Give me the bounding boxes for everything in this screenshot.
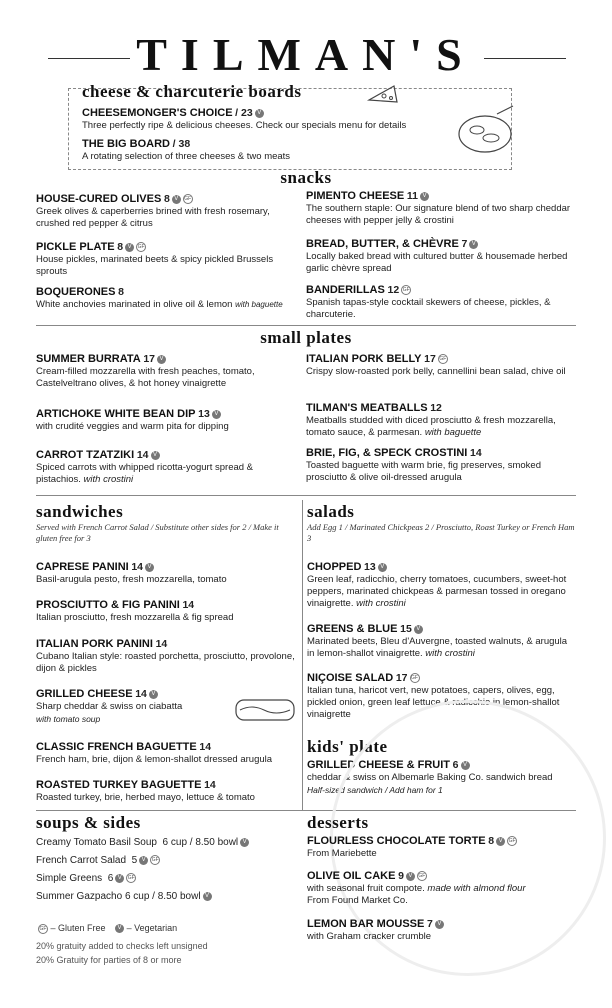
gluten-free-icon: GF [418, 873, 426, 880]
vegetarian-icon: V [406, 872, 415, 881]
side-simple-greens [36, 873, 298, 885]
item-note: with tomato soup [36, 714, 101, 724]
snack-pimento [306, 190, 576, 227]
board-item-cheesemonger: CHEESEMONGER'S CHOICE / 23 V Three perfectly ripe & delicious cheeses. Check our specials menu for details [82, 107, 462, 132]
kids-heading: kids' plate [307, 737, 388, 756]
item-desc: Crispy slow-roasted pork belly, cannellini bean salad, chive oil [306, 366, 566, 377]
item-desc: Basil-arugula pesto, fresh mozzarella, tomato [36, 574, 227, 585]
item-price: 17 [424, 353, 436, 365]
vegetarian-icon: V [469, 240, 478, 249]
item-name: GRILLED CHEESE & FRUIT [307, 759, 451, 771]
item-price: 14 [199, 741, 212, 753]
vegetarian-icon: V [420, 192, 429, 201]
item-desc: House pickles, marinated beets & spicy pickled Brussels sprouts [36, 254, 274, 277]
gratuity-note-1: 20% gratuity added to checks left unsigned [36, 941, 208, 951]
item-price: 6 [452, 759, 459, 771]
vegetarian-icon: V [145, 563, 154, 572]
legend [36, 923, 177, 934]
item-name: OLIVE OIL CAKE [307, 870, 396, 882]
item-desc: Spiced carrots with whipped ricotta-yogurt spread & pistachios. [36, 462, 254, 485]
item-price: 14 [470, 447, 482, 459]
item-desc: Marinated beets, Bleu d'Auvergne, toasted walnuts, & arugula in lemon-shallot vinaigrette. [307, 636, 568, 659]
item-name: ITALIAN PORK PANINI [36, 638, 153, 650]
item-price: 9 [398, 870, 404, 882]
item-price: 5 [131, 855, 138, 866]
plate-artichoke-dip [36, 408, 298, 433]
item-name: TILMAN'S MEATBALLS [306, 402, 428, 414]
gluten-free-icon: GF [402, 287, 410, 294]
dessert-olive-oil-cake [307, 870, 587, 907]
item-name: Creamy Tomato Basil Soup [36, 837, 157, 848]
sandwiches-heading: sandwiches [36, 502, 124, 521]
sandwich-prosciutto-fig [36, 599, 298, 624]
item-note: Half-sized sandwich / Add ham for 1 [307, 785, 443, 795]
plate-pork-belly [306, 353, 576, 378]
gluten-free-icon: GF [151, 857, 159, 864]
vegetarian-icon: V [435, 920, 444, 929]
item-name: CARROT TZATZIKI [36, 449, 135, 461]
item-name: PICKLE PLATE [36, 241, 115, 253]
item-price: 7 [426, 918, 433, 930]
item-name: Summer Gazpacho [36, 891, 123, 902]
item-price: 15 [400, 623, 412, 635]
board-illustration-icon [455, 104, 515, 158]
vegetarian-icon: V [172, 195, 181, 204]
vegetarian-icon: V [240, 838, 249, 847]
salad-greens-blue [307, 623, 577, 660]
sandwich-illustration-icon [232, 688, 298, 728]
gluten-free-icon: GF [39, 925, 47, 932]
item-desc: Cream-filled mozzarella with fresh peaches, tomato, Castelveltrano olives, & hot honey vinaigrette [36, 366, 255, 389]
item-name: ITALIAN PORK BELLY [306, 353, 422, 365]
item-name: NIÇOISE SALAD [307, 672, 394, 684]
plate-burrata [36, 353, 298, 390]
plate-meatballs [306, 402, 576, 439]
item-desc: with Graham cracker crumble [307, 931, 432, 942]
item-price: 38 [178, 138, 191, 150]
item-desc: cheddar & swiss on Albemarle Baking Co. sandwich bread [307, 772, 553, 783]
item-name: FLOURLESS CHOCOLATE TORTE [307, 835, 486, 847]
item-name: THE BIG BOARD [82, 138, 170, 150]
item-name: BANDERILLAS [306, 284, 385, 296]
desserts-heading: desserts [307, 813, 369, 832]
sandwich-turkey-baguette [36, 779, 298, 804]
sandwich-italian-pork [36, 638, 298, 675]
snack-pickle-plate [36, 241, 298, 278]
item-name: GREENS & BLUE [307, 623, 398, 635]
snacks-heading: snacks [280, 168, 332, 187]
item-desc: with seasonal fruit compote. [307, 883, 425, 894]
divider [36, 325, 576, 326]
item-desc: From Found Market Co. [307, 895, 408, 906]
item-name: PIMENTO CHEESE [306, 190, 405, 202]
item-note: with crostini [356, 598, 406, 609]
item-desc: Spanish tapas-style cocktail skewers of cheese, pickles, & charcuterie. [306, 297, 551, 320]
item-note: with baguette [235, 300, 283, 309]
item-desc: Roasted turkey, brie, herbed mayo, lettuce & tomato [36, 792, 255, 803]
snack-bread-butter [306, 238, 576, 275]
gluten-free-icon: GF [127, 875, 135, 882]
vegetarian-icon: V [151, 451, 160, 460]
item-name: ARTICHOKE WHITE BEAN DIP [36, 408, 196, 420]
salads-note: Add Egg 1 / Marinated Chickpeas 2 / Prosciutto, Roast Turkey or French Ham 3 [307, 522, 575, 543]
item-price: 14 [204, 779, 216, 791]
soup-tomato-basil [36, 837, 298, 849]
item-note: with baguette [424, 427, 482, 438]
item-name: CLASSIC FRENCH BAGUETTE [36, 741, 197, 753]
item-price: 23 [241, 107, 253, 119]
item-name: GRILLED CHEESE [36, 688, 133, 700]
item-name: BRIE, FIG, & SPECK CROSTINI [306, 447, 468, 459]
item-price: 17 [395, 672, 408, 684]
vegetarian-icon: V [157, 355, 166, 364]
item-desc: Sharp cheddar & swiss on ciabatta [36, 701, 183, 712]
item-note: with crostini [83, 474, 134, 485]
gluten-free-icon: GF [439, 356, 447, 363]
item-desc: Italian tuna, haricot vert, new potatoes, capers, olives, egg, pickled onion, green leaf lettuce & radicchio in lemon-shallot vinaigrette [307, 685, 560, 720]
item-name: CAPRESE PANINI [36, 561, 129, 573]
boards-heading: cheese & charcuterie boards [82, 82, 302, 101]
item-desc: From Mariebette [307, 848, 377, 859]
legend-gf-label: – Gluten Free [50, 923, 106, 933]
vegetarian-icon: V [496, 837, 505, 846]
item-desc: Italian prosciutto, fresh mozzarella & fig spread [36, 612, 234, 623]
item-note: made with almond flour [427, 883, 526, 894]
vegetarian-icon: V [115, 924, 124, 933]
vegetarian-icon: V [149, 690, 158, 699]
item-name: PROSCIUTTO & FIG PANINI [36, 599, 180, 611]
item-desc: Greek olives & caperberries brined with fresh rosemary, crushed red pepper & citrus [36, 206, 270, 229]
item-desc: Locally baked bread with cultured butter & housemade herbed garlic chèvre spread [306, 251, 568, 274]
dessert-torte [307, 835, 577, 860]
sandwich-grilled-cheese [36, 688, 236, 725]
item-name: SUMMER BURRATA [36, 353, 141, 365]
item-desc: A rotating selection of three cheeses & two meats [82, 151, 291, 162]
vegetarian-icon: V [115, 874, 124, 883]
vegetarian-icon: V [461, 761, 470, 770]
vegetarian-icon: V [212, 410, 221, 419]
item-price: 11 [406, 190, 418, 202]
item-price: 8 [117, 241, 124, 253]
plate-brie-crostini [306, 447, 576, 484]
item-desc: French ham, brie, dijon & lemon-shallot dressed arugula [36, 754, 273, 765]
item-desc: with crudité veggies and warm pita for dipping [36, 421, 229, 432]
soup-gazpacho [36, 891, 298, 903]
item-name: BOQUERONES [36, 286, 116, 298]
item-name: BREAD, BUTTER, & CHÈVRE [306, 238, 459, 250]
item-price: 6 cup / 8.50 bowl [162, 837, 239, 848]
vegetarian-icon: V [125, 243, 134, 252]
legend-v-label: – Vegetarian [126, 923, 178, 933]
snack-olives [36, 193, 298, 230]
divider [36, 495, 576, 496]
gluten-free-icon: GF [184, 196, 192, 203]
sandwich-french-baguette [36, 741, 298, 766]
gluten-free-icon: GF [508, 838, 516, 845]
vegetarian-icon: V [255, 109, 264, 118]
item-price: 7 [461, 238, 468, 250]
plate-carrot-tzatziki [36, 449, 298, 486]
item-price: 14 [131, 561, 144, 573]
board-item-big-board: THE BIG BOARD / 38 A rotating selection of three cheeses & two meats [82, 138, 462, 163]
vegetarian-icon: V [139, 856, 148, 865]
item-price: 14 [182, 599, 195, 611]
sandwiches-note: Served with French Carrot Salad / Substitute other sides for 2 / Make it gluten free for 3 [36, 522, 279, 543]
cheese-wedge-icon [366, 80, 400, 108]
salad-chopped [307, 561, 577, 610]
item-name: CHEESEMONGER'S CHOICE [82, 107, 233, 119]
column-divider [302, 500, 303, 810]
item-desc: Toasted baguette with warm brie, fig preserves, smoked prosciutto & olive oil-dressed arugula [306, 460, 541, 483]
item-price: 14 [136, 449, 149, 461]
item-name: French Carrot Salad [36, 855, 127, 866]
soups-heading: soups & sides [36, 813, 141, 832]
vegetarian-icon: V [203, 892, 212, 901]
item-price: 8 [163, 193, 170, 205]
item-price: 17 [143, 353, 156, 365]
item-name: CHOPPED [307, 561, 362, 573]
item-name: ROASTED TURKEY BAGUETTE [36, 779, 202, 791]
item-name: Simple Greens [36, 873, 103, 884]
item-price: 13 [198, 408, 210, 420]
item-price: 6 [107, 873, 114, 884]
item-name: LEMON BAR MOUSSE [307, 918, 425, 930]
item-price: 13 [364, 561, 376, 573]
item-price: 14 [135, 688, 147, 700]
item-note: with crostini [425, 648, 475, 659]
gluten-free-icon: GF [137, 244, 145, 251]
item-price: 14 [155, 638, 168, 650]
salads-heading: salads [307, 502, 355, 521]
item-desc: Green leaf, radicchio, cherry tomatoes, cucumbers, sweet-hot peppers, marinated chickpeas & parmesan tossed in oregano vinaigrette. [307, 574, 567, 609]
sandwich-caprese [36, 561, 298, 586]
item-desc: Meatballs studded with diced prosciutto & fresh mozzarella, tomato sauce, & parmesan. [306, 415, 556, 438]
snack-banderillas [306, 284, 576, 321]
item-desc: The southern staple: Our signature blend of two sharp cheddar cheeses with pepper jelly & crostini [306, 203, 571, 226]
item-name: HOUSE-CURED OLIVES [36, 193, 162, 205]
item-price: 8 [118, 286, 124, 298]
dessert-lemon-bar [307, 918, 577, 943]
gluten-free-icon: GF [411, 675, 418, 682]
item-price: 6 cup / 8.50 bowl [124, 891, 201, 902]
small-plates-heading: small plates [260, 328, 352, 347]
item-price: 8 [488, 835, 495, 847]
vegetarian-icon: V [378, 563, 387, 572]
item-price: 12 [430, 402, 442, 414]
item-desc: White anchovies marinated in olive oil & lemon [36, 299, 233, 310]
side-carrot-salad [36, 855, 298, 867]
item-price: 12 [387, 284, 400, 296]
snack-boquerones [36, 286, 311, 311]
gratuity-note-2: 20% Gratuity for parties of 8 or more [36, 955, 182, 965]
page-title: TILMAN'S [136, 29, 476, 80]
item-desc: Three perfectly ripe & delicious cheeses. Check our specials menu for details [82, 120, 407, 131]
item-desc: Cubano Italian style: roasted porchetta, prosciutto, provolone, dijon & pickles [36, 651, 295, 674]
vegetarian-icon: V [414, 625, 423, 634]
